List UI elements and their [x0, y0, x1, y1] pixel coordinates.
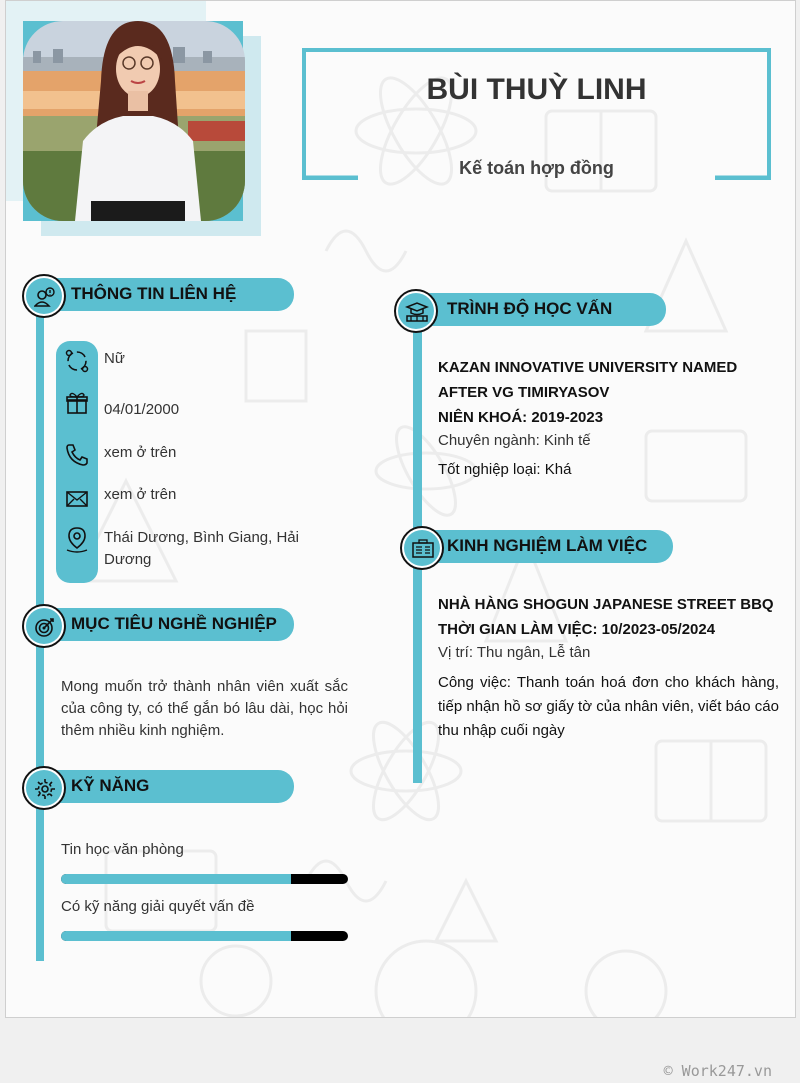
- contact-person-icon: [34, 286, 56, 308]
- objective-heading: MỤC TIÊU NGHỀ NGHIỆP: [71, 614, 277, 633]
- skill-label: Tin học văn phòng: [61, 841, 184, 858]
- work-duties: Công việc: Thanh toán hoá đơn cho khách hàng, tiếp nhận hồ sơ giấy tờ của nhân viên, viết báo cáo thu nhập cuối ngày: [438, 674, 779, 739]
- cv-page: [5, 0, 796, 1018]
- objective-ring: [22, 604, 66, 648]
- phone-icon: [64, 442, 90, 468]
- briefcase-icon: [411, 539, 435, 559]
- skill-bar-fill: [61, 874, 291, 884]
- location-pin-icon: [64, 526, 90, 554]
- address-line-2: Dương: [104, 551, 152, 568]
- gender-value: Nữ: [104, 350, 125, 367]
- objective-text: Mong muốn trở thành nhân viên xuất sắc của công ty, có thể gắn bó lâu dài, học hỏi thêm nhiều kinh nghiệm.: [61, 678, 348, 739]
- target-icon: [34, 616, 56, 638]
- watermark: © Work247.vn: [663, 1062, 772, 1080]
- school-name-line-2: AFTER VG TIMIRYASOV: [438, 384, 610, 401]
- skills-ring: [22, 766, 66, 810]
- gear-icon: [34, 778, 56, 800]
- work-period: THỜI GIAN LÀM VIỆC: 10/2023-05/2024: [438, 621, 716, 638]
- gift-icon: [64, 390, 90, 416]
- skill-bar: [61, 874, 348, 884]
- graduation-icon: [405, 301, 429, 323]
- skill-bar-fill: [61, 931, 291, 941]
- education-heading: TRÌNH ĐỘ HỌC VẤN: [447, 299, 613, 318]
- email-value: xem ở trên: [104, 486, 177, 503]
- experience-ring: [400, 526, 444, 570]
- contact-heading: THÔNG TIN LIÊN HỆ: [71, 284, 237, 303]
- job-title: Kế toán hợp đồng: [459, 158, 614, 178]
- phone-value: xem ở trên: [104, 444, 177, 461]
- experience-heading: KINH NGHIỆM LÀM VIỆC: [447, 536, 648, 555]
- education-grade: Tốt nghiệp loại: Khá: [438, 461, 572, 478]
- mail-icon: [64, 486, 90, 512]
- education-major: Chuyên ngành: Kinh tế: [438, 432, 591, 449]
- profile-photo: [23, 21, 245, 221]
- skill-label: Có kỹ năng giải quyết vấn đề: [61, 898, 255, 915]
- contact-ring: [22, 274, 66, 318]
- full-name: BÙI THUỲ LINH: [426, 73, 647, 106]
- birthday-value: 04/01/2000: [104, 401, 180, 418]
- education-ring: [394, 289, 438, 333]
- skills-heading: KỸ NĂNG: [71, 776, 150, 795]
- skill-bar: [61, 931, 348, 941]
- education-years: NIÊN KHOÁ: 2019-2023: [438, 409, 604, 426]
- work-position: Vị trí: Thu ngân, Lễ tân: [438, 644, 591, 661]
- school-name-line-1: KAZAN INNOVATIVE UNIVERSITY NAMED: [438, 359, 738, 376]
- gender-icon: [64, 348, 90, 374]
- company-name: NHÀ HÀNG SHOGUN JAPANESE STREET BBQ: [438, 596, 774, 613]
- address-line-1: Thái Dương, Bình Giang, Hải: [104, 529, 299, 546]
